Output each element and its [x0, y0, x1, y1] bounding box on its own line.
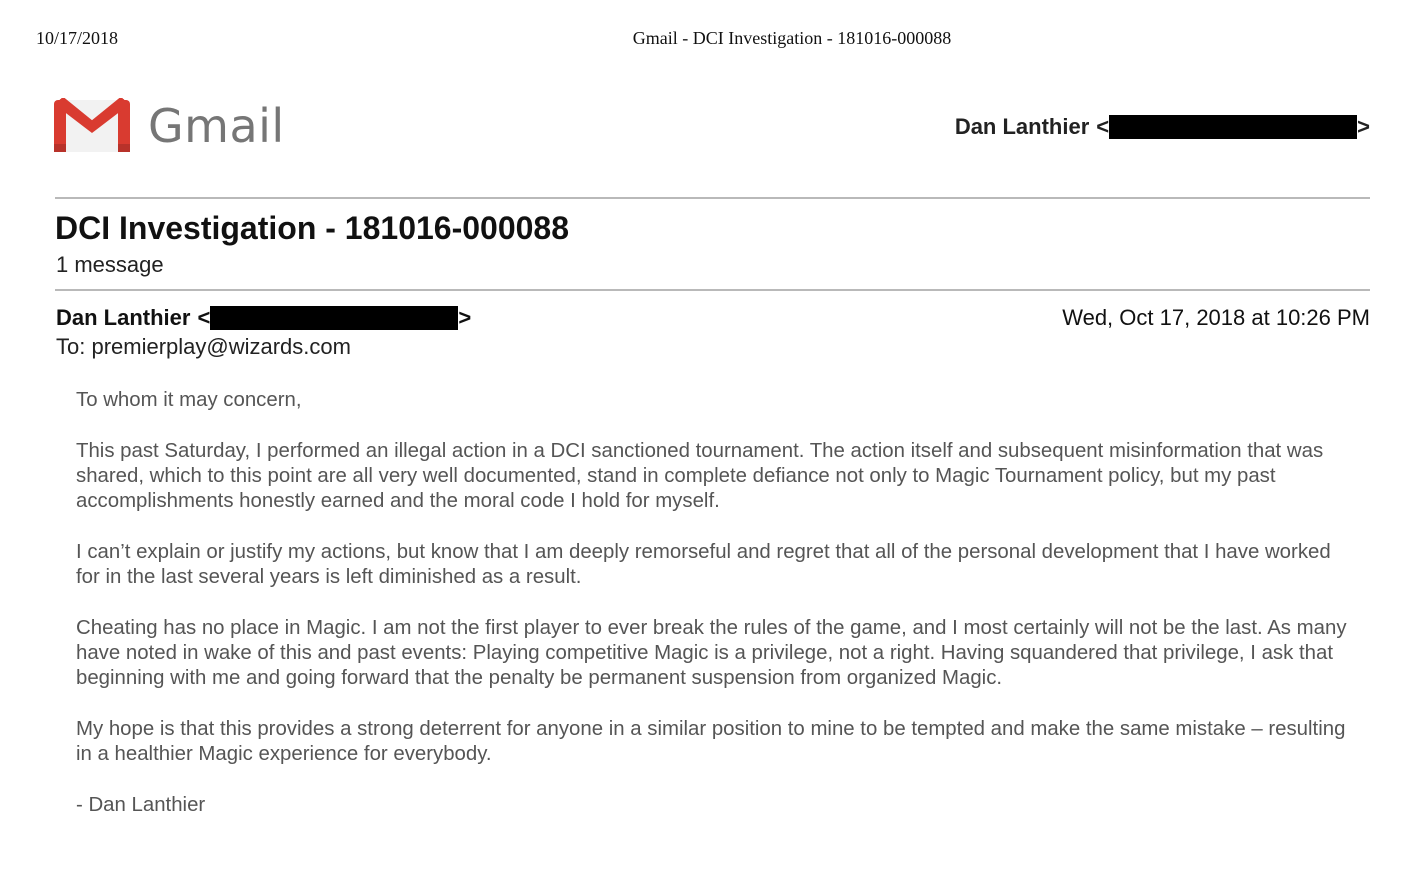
sender-email-open: <: [197, 305, 211, 330]
message-body: [76, 388, 1356, 818]
message-sender: [56, 305, 471, 331]
message-recipient: To: premierplay@wizards.com: [56, 334, 351, 359]
account-email-close: >: [1357, 114, 1370, 139]
sender-email-close: >: [458, 305, 472, 330]
sender-name: Dan Lanthier: [56, 305, 191, 330]
account-email-open: <: [1096, 114, 1110, 139]
account-identity: [955, 114, 1370, 140]
message-count: 1 message: [56, 252, 164, 277]
message-date: Wed, Oct 17, 2018 at 10:26 PM: [1062, 305, 1370, 330]
thread-subject: DCI Investigation - 181016-000088: [55, 210, 570, 246]
account-name: Dan Lanthier: [954, 114, 1090, 139]
print-title-container: [0, 28, 1414, 49]
body-paragraph: I can’t explain or justify my actions, but know that I am deeply remorseful and regret that all of the personal development that I have worked for in the last several years is left diminished as a result.: [76, 541, 1331, 588]
body-signature: - Dan Lanthier: [76, 794, 206, 816]
header-divider: [55, 197, 1370, 199]
body-paragraph: This past Saturday, I performed an illegal action in a DCI sanctioned tournament. The action itself and subsequent misinformation that was shared, which to this point are all very well documented, stand in complete defiance not only to Magic Tournament policy, but my past accomplishments honestly earned and the moral code I hold for myself.: [76, 440, 1324, 512]
print-date: 10/17/2018: [36, 28, 119, 48]
redacted-sender-email: [210, 306, 458, 330]
body-paragraph: My hope is that this provides a strong deterrent for anyone in a similar position to mine to be tempted and make the same mistake – resulting in a healthier Magic experience for everybody.: [76, 718, 1346, 765]
redacted-account-email: [1109, 115, 1357, 139]
gmail-envelope-icon: [54, 98, 130, 154]
gmail-logo[interactable]: [54, 98, 285, 154]
thread-divider: [55, 289, 1370, 291]
body-greeting: To whom it may concern,: [76, 389, 302, 411]
body-paragraph: Cheating has no place in Magic. I am not the first player to ever break the rules of the game, and I most certainly will not be the last. As many have noted in wake of this and past events: Playing competitive Magic is a privilege, not a right. Having squandered that privilege, I ask that beginning with me and going forward that the penalty be permanent suspension from organized Magic.: [76, 617, 1347, 689]
gmail-wordmark: Gmail: [148, 99, 285, 153]
print-title: Gmail - DCI Investigation - 181016-000088: [632, 28, 952, 48]
